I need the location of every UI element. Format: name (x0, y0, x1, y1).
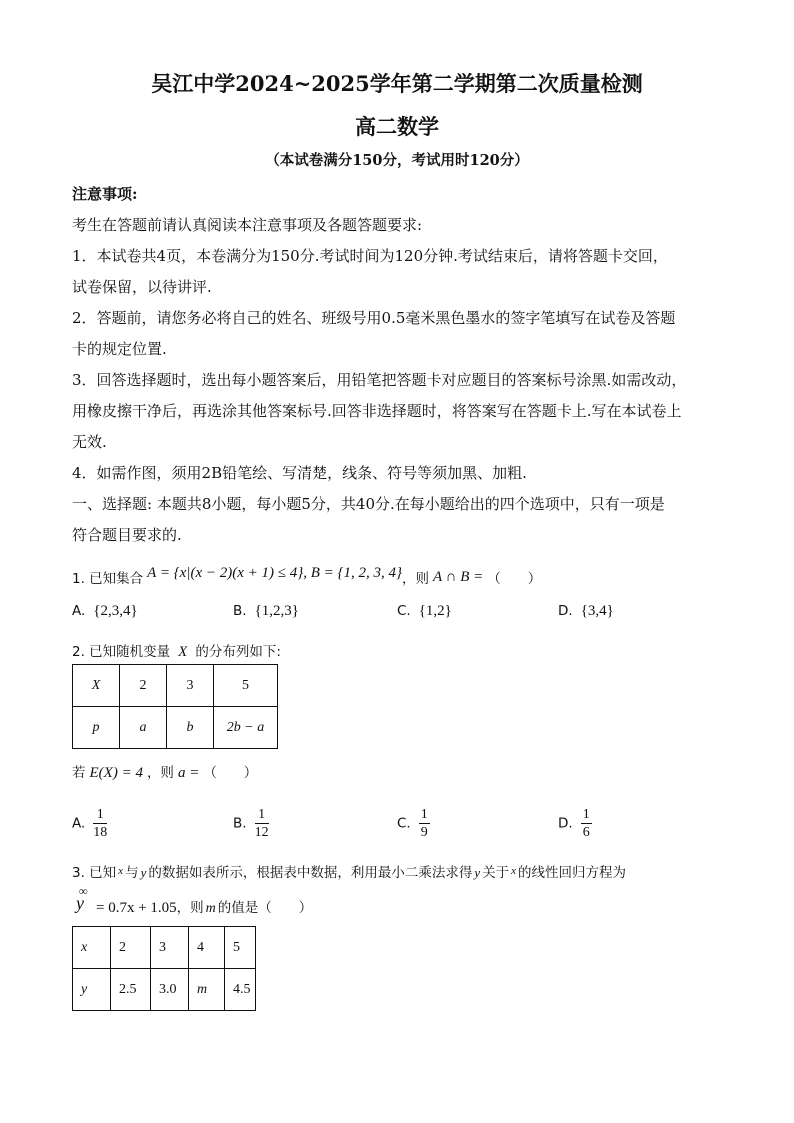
table-cell: 2.5 (111, 969, 151, 1011)
hat-mark-icon: ∞ (79, 884, 88, 898)
table-cell: 3 (167, 665, 214, 707)
q1-option-b[interactable] (233, 603, 299, 620)
section-heading: 一、选择题: 本题共8小题，每小题5分，共40分.在每小题给出的四个选项中，只有一项是 (72, 495, 665, 513)
table-cell: p (73, 707, 120, 749)
q2-expectation: E(X) = 4 (89, 765, 143, 781)
option-value: {1,2,3} (254, 603, 299, 619)
q2-option-d[interactable] (558, 806, 592, 841)
q1-option-d[interactable] (558, 603, 614, 620)
fraction (93, 806, 107, 841)
table-cell: 2 (111, 927, 151, 969)
q3-regression-eq: = 0.7x + 1.05 (96, 900, 177, 916)
q3-text: 的数据如表所示，根据表中数据，利用最小二乘法求得 (148, 865, 473, 881)
q2-option-c[interactable] (397, 806, 430, 841)
notice-item-2-cont: 卡的规定位置. (72, 340, 167, 358)
q3-var-y: y (76, 893, 84, 913)
q2-cond-prefix: 若 (72, 765, 86, 781)
question-2-stem (72, 640, 281, 661)
q1-prefix: 1. 已知集合 (72, 571, 144, 587)
q1-option-c[interactable] (397, 603, 452, 620)
option-label: A. (72, 603, 86, 619)
table-cell: y (73, 969, 111, 1011)
numerator: 1 (582, 807, 590, 822)
option-label: A. (72, 815, 86, 832)
q2-cond-var: a = (177, 765, 200, 781)
q2-condition (72, 761, 257, 782)
table-cell: 5 (214, 665, 278, 707)
q3-var-x: x (118, 865, 124, 877)
option-label: C. (397, 603, 411, 619)
table-cell: 5 (225, 927, 256, 969)
question-3-stem (72, 861, 626, 881)
fraction (255, 806, 269, 841)
exam-title: 吴江中学2024~2025学年第二学期第二次质量检测 (151, 71, 643, 96)
notice-heading: 注意事项: (72, 185, 138, 203)
q1-option-a[interactable] (72, 603, 138, 620)
score-info: （本试卷满分150分，考试用时120分） (265, 152, 529, 169)
q1-suffix: ，则 (402, 571, 430, 587)
q2-blank: （ ） (203, 765, 258, 781)
q1-blank: （ ） (487, 571, 542, 587)
q3-text: 与 (125, 865, 139, 881)
option-label: D. (558, 815, 573, 832)
q2-cond-suffix: ，则 (146, 765, 174, 781)
option-value: {3,4} (580, 603, 614, 619)
numerator: 1 (255, 806, 269, 824)
notice-intro: 考生在答题前请认真阅读本注意事项及各题答题要求: (72, 216, 423, 234)
numerator: 1 (420, 807, 428, 822)
table-cell: 2b − a (214, 707, 278, 749)
q3-text: 的值是（ ） (217, 900, 313, 916)
table-cell: 2 (120, 665, 167, 707)
option-label: B. (233, 603, 247, 619)
q3-var-m: m (205, 901, 216, 916)
exam-subject: 高二数学 (355, 114, 439, 139)
q3-text: 的线性回归方程为 (518, 865, 627, 881)
fraction (581, 806, 592, 841)
fraction (419, 806, 430, 841)
table-cell: 4 (189, 927, 225, 969)
notice-item-1-cont: 试卷保留，以待讲评. (72, 278, 212, 296)
q2-option-b[interactable] (233, 806, 269, 841)
denominator: 9 (420, 825, 428, 840)
denominator: 12 (254, 825, 269, 840)
q3-var-y: y (140, 865, 147, 880)
notice-item-1: 1．本试卷共4页，本卷满分为150分.考试时间为120分钟.考试结束后，请将答题卡交回， (72, 247, 668, 265)
notice-item-4: 4．如需作图，须用2B铅笔绘、写清楚，线条、符号等须加黑、加粗. (72, 464, 527, 482)
q3-var-y: y (474, 865, 481, 880)
numerator: 1 (93, 806, 107, 824)
option-label: C. (397, 815, 411, 832)
table-cell: m (189, 969, 225, 1011)
table-cell: 3.0 (151, 969, 189, 1011)
option-value: {1,2} (418, 603, 452, 619)
notice-item-3: 3．回答选择题时，选出每小题答案后，用铅笔把答题卡对应题目的答案标号涂黑.如需改动， (72, 371, 687, 389)
table-row (73, 707, 278, 749)
q3-text: 关于 (482, 865, 510, 881)
q3-text: ，则 (176, 900, 204, 916)
q1-set-definition: A = {x|(x − 2)(x + 1) ≤ 4}, B = {1, 2, 3, 4} (147, 565, 403, 581)
question-1-stem (72, 567, 541, 588)
notice-item-3-cont: 用橡皮擦干净后，再选涂其他答案标号.回答非选择题时，将答案写在答题卡上.写在本试卷上 (72, 402, 682, 420)
table-cell: a (120, 707, 167, 749)
notice-item-3-end: 无效. (72, 433, 107, 451)
q1-intersection: A ∩ B = (433, 569, 484, 585)
q3-text: 3. 已知 (72, 865, 117, 881)
table-cell: X (73, 665, 120, 707)
table-row (73, 927, 256, 969)
table-cell: 4.5 (225, 969, 256, 1011)
q2-variable: X (178, 644, 188, 660)
option-label: D. (558, 603, 573, 619)
q3-equation-line (96, 896, 312, 917)
q3-var-x: x (511, 865, 517, 877)
denominator: 6 (582, 825, 590, 840)
q2-prefix: 2. 已知随机变量 (72, 644, 171, 660)
q2-distribution-table (72, 664, 278, 749)
section-heading-cont: 符合题目要求的. (72, 526, 182, 544)
option-value: {2,3,4} (93, 603, 138, 619)
notice-item-2: 2．答题前，请您务必将自己的姓名、班级号用0.5毫米黑色墨水的签字笔填写在试卷及答题 (72, 309, 676, 327)
table-row (73, 665, 278, 707)
q3-data-table (72, 926, 256, 1011)
table-cell: x (73, 927, 111, 969)
denominator: 18 (93, 825, 108, 840)
q2-option-a[interactable] (72, 806, 107, 841)
option-label: B. (233, 815, 247, 832)
table-row (73, 969, 256, 1011)
q2-suffix: 的分布列如下: (195, 644, 281, 660)
y-hat-symbol (76, 884, 88, 914)
table-cell: 3 (151, 927, 189, 969)
table-cell: b (167, 707, 214, 749)
